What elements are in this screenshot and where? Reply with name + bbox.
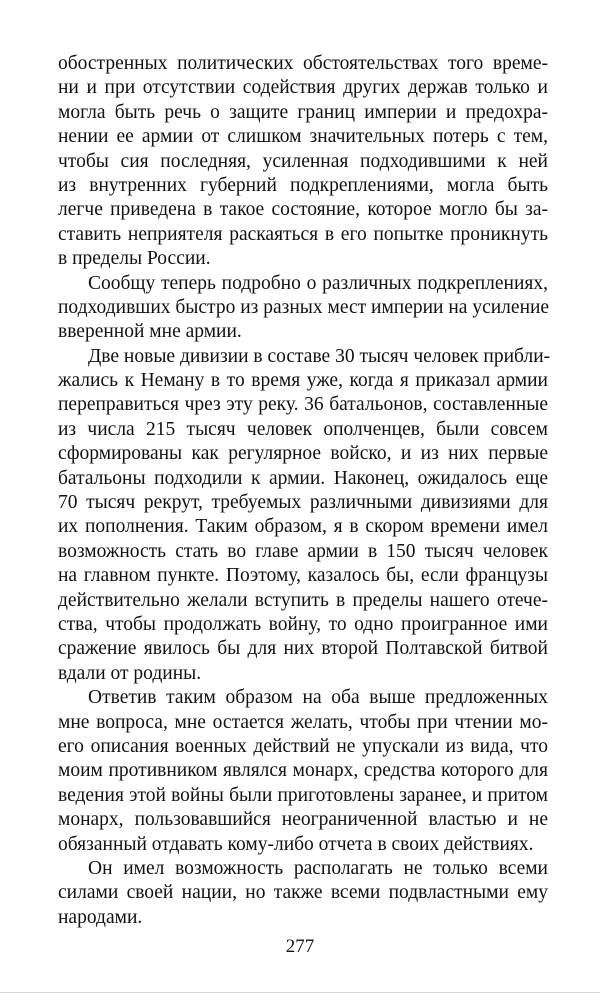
text-line: народами. [58, 906, 143, 928]
text-line: нении ее армии от слишком значительных потерь с тем, [58, 126, 548, 148]
text-line: жались к Неману в то время уже, когда я приказал армии [58, 370, 548, 392]
text-line: их пополнения. Таким образом, я в скором времени имел [58, 516, 548, 538]
text-line: Две новые дивизии в составе 30 тысяч человек прибли- [88, 345, 551, 367]
text-line: могла быть речь о защите границ империи и предохра- [58, 101, 548, 123]
text-line: монарх, пользовавшийся неограниченной властью и не [58, 809, 548, 831]
page-edge-divider [0, 992, 600, 993]
text-line: переправиться чрез эту реку. 36 батальонов, составленные [58, 394, 548, 416]
text-line: батальоны подходили к армии. Наконец, ожидалось еще [58, 467, 548, 489]
text-line: из числа 215 тысяч человек ополченцев, были совсем [58, 418, 548, 440]
text-line: обязанный отдавать кому-либо отчета в своих действиях. [58, 833, 534, 855]
text-line: легче приведена в такое состояние, которое могло бы за- [58, 199, 548, 221]
text-line: ни и при отсутствии содействия других держав только и [58, 77, 548, 99]
text-line: его описания военных действий не упускали из вида, что [58, 735, 548, 757]
text-line: действительно желали вступить в пределы нашего отече- [58, 589, 548, 611]
text-line: Сообщу теперь подробно о различных подкреплениях, [88, 272, 548, 294]
text-line: на главном пункте. Поэтому, казалось бы, если французы [58, 565, 548, 587]
text-line: обостренных политических обстоятельствах того време- [58, 53, 548, 74]
paragraph [58, 52, 548, 272]
text-line: сформированы как регулярное войско, и из них первые [58, 443, 548, 465]
paragraph [58, 857, 548, 930]
text-line: мне вопроса, мне остается желать, чтобы при чтении мо- [58, 711, 548, 733]
text-line: ства, чтобы продолжать войну, то одно проигранное ими [58, 613, 548, 635]
body-text [58, 52, 551, 930]
text-line: сражение явилось бы для них второй Полтавской битвой [58, 638, 548, 660]
text-line: моим противником являлся монарх, средства которого для [58, 760, 548, 782]
text-line: чтобы сия последняя, усиленная подходившими к ней [58, 150, 548, 172]
text-line: 70 тысяч рекрут, требуемых различными дивизиями для [58, 492, 548, 514]
paragraph [58, 345, 551, 686]
text-line: из внутренних губерний подкреплениями, могла быть [58, 174, 548, 196]
page-number: 277 [285, 936, 315, 957]
text-line: возможность стать во главе армии в 150 тысяч человек [58, 540, 548, 562]
text-line: Он имел возможность располагать не только всеми [88, 857, 548, 879]
text-line: вдали от родины. [58, 662, 202, 684]
paragraph [58, 272, 548, 345]
text-line: ведения этой войны были приготовлены заранее, и притом [58, 784, 548, 806]
text-line: подходивших быстро из разных мест империи на усиление [58, 296, 550, 318]
text-line: вверенной мне армии. [58, 321, 242, 343]
text-line: Ответив таким образом на оба выше предложенных [88, 687, 548, 709]
text-line: в пределы России. [58, 248, 211, 270]
text-line: силами своей нации, но также всеми подвластными ему [58, 882, 548, 904]
paragraph [58, 686, 548, 857]
text-line: ставить неприятеля раскаяться в его попытке проникнуть [58, 223, 548, 245]
